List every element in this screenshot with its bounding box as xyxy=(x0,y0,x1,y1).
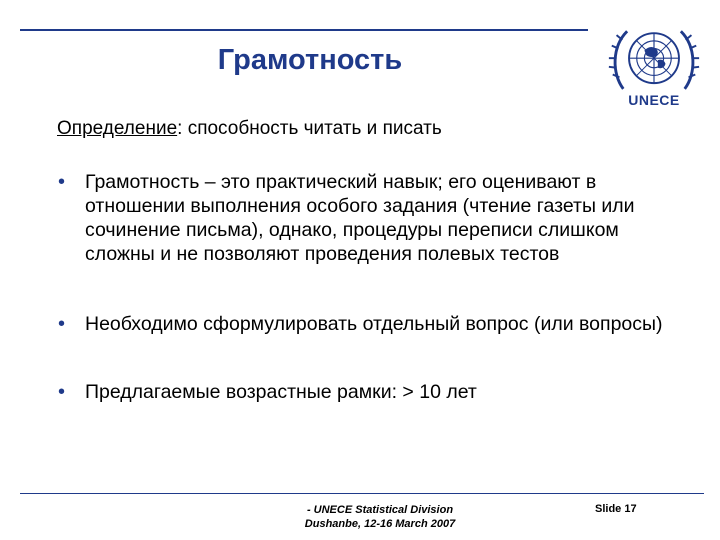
bullet-list xyxy=(58,170,678,404)
footer-org: - UNECE Statistical Division xyxy=(306,504,454,516)
bullet-icon: • xyxy=(58,171,66,193)
definition-text: : способность читать и писать xyxy=(177,118,442,139)
bullet-text: Грамотность – это практический навык; его оценивают в отношении выполнения особого задания (чтение газеты или сочинение письма), однако, процедуры переписи слишком сложны и не позволяют проведения полевых тестов xyxy=(85,171,635,265)
bullet-text: Необходимо сформулировать отдельный вопрос (или вопросы) xyxy=(85,313,663,335)
bullet-icon: • xyxy=(58,381,66,403)
footer-event: Dushanbe, 12-16 March 2007 xyxy=(304,518,456,530)
bullet-item xyxy=(58,312,678,336)
definition-line xyxy=(57,118,442,140)
bullet-text: Предлагаемые возрастные рамки: > 10 лет xyxy=(85,381,477,403)
definition-term: Определение xyxy=(57,118,178,139)
slide-number: Slide 17 xyxy=(595,503,637,515)
slide-title: Грамотность xyxy=(217,44,403,76)
footer-source xyxy=(280,503,480,531)
bullet-item xyxy=(58,380,678,404)
header-rule xyxy=(20,29,588,31)
bullet-icon: • xyxy=(58,313,66,335)
bullet-item xyxy=(58,170,678,266)
logo-label: UNECE xyxy=(628,92,680,108)
footer-rule xyxy=(20,493,704,494)
